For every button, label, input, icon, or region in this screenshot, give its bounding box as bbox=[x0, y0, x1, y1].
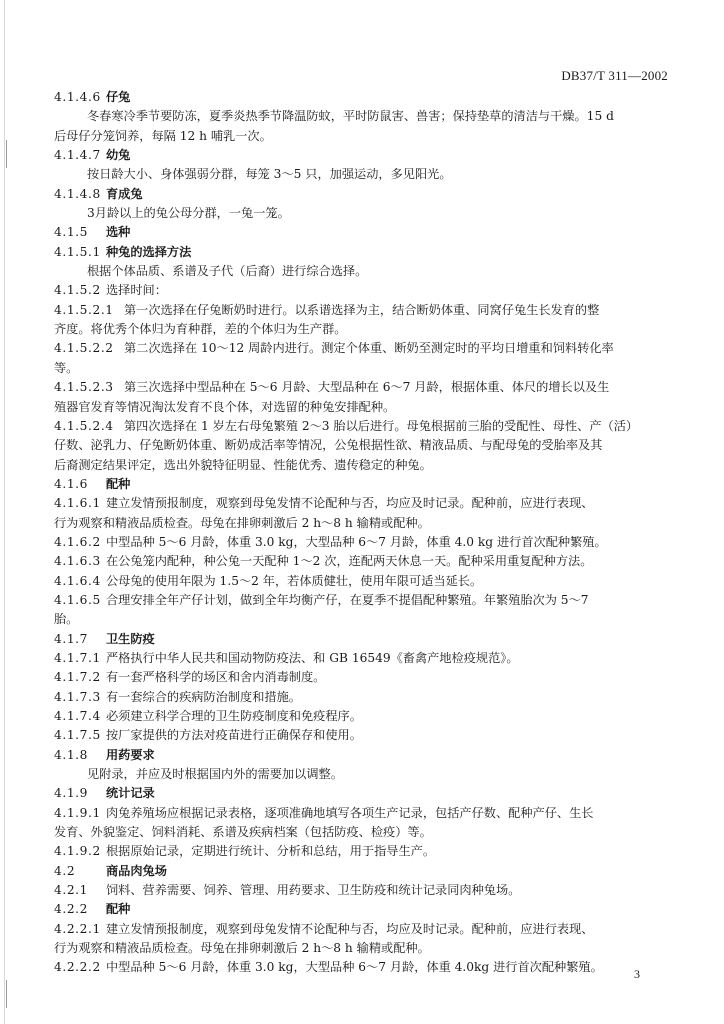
text-line bbox=[54, 127, 669, 146]
clause-number: 4.1.6.3 bbox=[54, 554, 101, 569]
clause-number: 4.1.6.4 bbox=[54, 573, 101, 588]
text-line bbox=[54, 262, 669, 281]
clause-line bbox=[54, 920, 669, 939]
clause-number: 4.1.6 bbox=[54, 476, 89, 491]
clause-number: 4.2 bbox=[54, 863, 76, 878]
clause-number: 4.1.4.7 bbox=[54, 148, 101, 163]
text-line bbox=[54, 320, 669, 339]
clause-number: 4.1.9.2 bbox=[54, 844, 101, 859]
scan-mark bbox=[6, 980, 7, 1008]
clause-line bbox=[54, 475, 669, 494]
clause-line bbox=[54, 572, 669, 591]
clause-number: 4.1.9.1 bbox=[54, 805, 101, 820]
clause-line bbox=[54, 630, 669, 649]
clause-text: 按日龄大小、身体强弱分群，每笼 3～5 只，加强运动，多见阳光。 bbox=[87, 167, 452, 182]
clause-text: 发育、外貌鉴定、饲料消耗、系谱及疾病档案（包括防疫、检疫）等。 bbox=[54, 825, 432, 840]
clause-text: 行为观察和精液品质检查。母兔在排卵刺激后 2 h～8 h 输精或配种。 bbox=[54, 941, 430, 956]
clause-text: 后裔测定结果评定，选出外貌特征明显、性能优秀、遗传稳定的种兔。 bbox=[54, 457, 432, 472]
clause-text: 冬春寒冷季节要防冻，夏季炎热季节降温防蚊，平时防鼠害、兽害；保持垫草的清洁与干燥。15 d bbox=[87, 109, 614, 124]
clause-number: 4.2.1 bbox=[54, 883, 89, 898]
clause-number: 4.1.5.2.4 bbox=[54, 418, 114, 433]
text-line bbox=[54, 165, 669, 184]
clause-number: 4.1.6.5 bbox=[54, 592, 101, 607]
clause-text: 合理安排全年产仔计划，做到全年均衡产仔，在夏季不提倡配种繁殖。年繁殖胎次为 5～7 bbox=[106, 592, 589, 607]
clause-text: 后母仔分笼饲养，每隔 12 h 哺乳一次。 bbox=[54, 128, 272, 143]
clause-number: 4.1.6.2 bbox=[54, 534, 101, 549]
clause-text: 根据原始记录，定期进行统计、分析和总结，用于指导生产。 bbox=[106, 844, 436, 859]
clause-heading: 仔兔 bbox=[106, 90, 131, 104]
clause-line bbox=[54, 88, 669, 107]
clause-heading: 卫生防疫 bbox=[106, 631, 155, 646]
clause-number: 4.1.7.5 bbox=[54, 728, 101, 743]
clause-heading: 用药要求 bbox=[106, 747, 155, 762]
clause-line bbox=[54, 339, 669, 358]
text-line bbox=[54, 436, 669, 455]
clause-text: 公母兔的使用年限为 1.5～2 年，若体质健壮，使用年限可适当延长。 bbox=[106, 573, 483, 588]
clause-number: 4.1.7 bbox=[54, 631, 89, 646]
clause-line bbox=[54, 784, 669, 803]
clause-line bbox=[54, 533, 669, 552]
clause-text: 第四次选择在 1 岁左右母兔繁殖 2～3 胎以后进行。母兔根据前三胎的受配性、母性、产（活） bbox=[124, 418, 639, 433]
clause-heading: 商品肉兔场 bbox=[106, 863, 167, 878]
clause-line bbox=[54, 881, 669, 900]
clause-text: 在公兔笼内配种，种公兔一天配种 1～2 次，连配两天休息一天。配种采用重复配种方法。 bbox=[106, 554, 593, 569]
clause-text: 等。 bbox=[54, 360, 79, 375]
clause-line bbox=[54, 746, 669, 765]
clause-line bbox=[54, 301, 669, 320]
text-line bbox=[54, 765, 669, 784]
text-line bbox=[54, 823, 669, 842]
clause-line bbox=[54, 726, 669, 745]
clause-line bbox=[54, 668, 669, 687]
clause-text: 中型品种 5～6 月龄，体重 3.0 kg，大型品种 6～7 月龄，体重 4.0kg 进行首次配种繁殖。 bbox=[106, 960, 603, 975]
clause-text: 胎。 bbox=[54, 612, 79, 627]
text-line bbox=[54, 610, 669, 629]
clause-number: 4.1.5.2.3 bbox=[54, 380, 114, 395]
page-number: 3 bbox=[634, 967, 640, 981]
clause-number: 4.1.6.1 bbox=[54, 496, 101, 511]
text-line bbox=[54, 398, 669, 417]
clause-text: 按厂家提供的方法对疫苗进行正确保存和使用。 bbox=[106, 728, 362, 743]
text-line bbox=[54, 514, 669, 533]
clause-line bbox=[54, 862, 669, 881]
clause-text: 饲料、营养需要、饲养、管理、用药要求、卫生防疫和统计记录同肉种兔场。 bbox=[106, 883, 521, 898]
clause-text: 齐度。将优秀个体归为育种群，差的个体归为生产群。 bbox=[54, 322, 347, 337]
text-line bbox=[54, 359, 669, 378]
clause-line bbox=[54, 223, 669, 242]
clause-text: 建立发情预报制度，观察到母兔发情不论配种与否，均应及时记录。配种前，应进行表现、 bbox=[106, 921, 594, 936]
body-text bbox=[54, 88, 669, 978]
clause-text: 肉兔养殖场应根据记录表格，逐项准确地填写各项生产记录，包括产仔数、配种产仔、生长 bbox=[106, 805, 594, 820]
clause-text: 根据个体品质、系谱及子代（后裔）进行综合选择。 bbox=[87, 264, 368, 279]
clause-line bbox=[54, 146, 669, 165]
clause-line bbox=[54, 417, 669, 436]
document-code: DB37/T 311—2002 bbox=[561, 68, 668, 83]
clause-line bbox=[54, 185, 669, 204]
clause-text: 3月龄以上的兔公母分群，一兔一笼。 bbox=[87, 206, 290, 221]
clause-text: 第二次选择在 10～12 周龄内进行。测定个体重、断奶至测定时的平均日增重和饲料转化率 bbox=[124, 341, 614, 356]
text-line bbox=[54, 456, 669, 475]
clause-number: 4.1.7.4 bbox=[54, 709, 101, 723]
clause-number: 4.2.2.1 bbox=[54, 921, 101, 936]
clause-number: 4.1.4.8 bbox=[54, 186, 101, 201]
clause-line bbox=[54, 688, 669, 707]
clause-line bbox=[54, 378, 669, 397]
clause-line bbox=[54, 649, 669, 668]
text-line bbox=[54, 204, 669, 223]
clause-number: 4.1.8 bbox=[54, 747, 89, 762]
clause-text: 第一次选择在仔兔断奶时进行。以系谱选择为主，结合断奶体重、同窝仔兔生长发育的整 bbox=[124, 302, 600, 317]
clause-text: 有一套严格科学的场区和舍内消毒制度。 bbox=[106, 670, 326, 685]
clause-number: 4.1.7.2 bbox=[54, 670, 101, 685]
clause-text: 建立发情预报制度，观察到母兔发情不论配种与否，均应及时记录。配种前，应进行表现、 bbox=[106, 496, 594, 511]
clause-number: 4.2.2.2 bbox=[54, 960, 101, 975]
clause-number: 4.1.4.6 bbox=[54, 90, 101, 104]
clause-heading: 幼兔 bbox=[106, 148, 131, 163]
clause-number: 4.1.5.2 bbox=[54, 283, 101, 298]
clause-number: 4.1.7.1 bbox=[54, 650, 101, 665]
clause-line bbox=[54, 591, 669, 610]
clause-text: 第三次选择中型品种在 5～6 月龄、大型品种在 6～7 月龄，根据体重、体尺的增长以及生 bbox=[124, 380, 610, 395]
clause-line bbox=[54, 958, 669, 977]
scan-mark bbox=[6, 140, 7, 168]
clause-number: 4.1.7.3 bbox=[54, 689, 101, 704]
clause-number: 4.1.5.2.1 bbox=[54, 302, 114, 317]
clause-line bbox=[54, 552, 669, 571]
clause-heading: 统计记录 bbox=[106, 786, 155, 801]
clause-heading: 选种 bbox=[106, 225, 131, 240]
text-line bbox=[54, 939, 669, 958]
clause-text: 严格执行中华人民共和国动物防疫法、和 GB 16549《畜禽产地检疫规范》。 bbox=[106, 650, 519, 665]
clause-number: 4.1.5.1 bbox=[54, 244, 101, 259]
clause-heading: 育成兔 bbox=[106, 186, 143, 201]
clause-text: 选择时间： bbox=[106, 283, 167, 298]
clause-line bbox=[54, 707, 669, 726]
clause-number: 4.2.2 bbox=[54, 902, 89, 917]
clause-line bbox=[54, 281, 669, 300]
clause-heading: 配种 bbox=[106, 902, 131, 917]
clause-text: 殖器官发育等情况淘汰发育不良个体，对选留的种兔安排配种。 bbox=[54, 399, 396, 414]
clause-text: 仔数、泌乳力、仔兔断奶体重、断奶成活率等情况，公兔根据性欲、精液品质、与配母兔的受胎率及其 bbox=[54, 438, 603, 453]
clause-line bbox=[54, 842, 669, 861]
clause-line bbox=[54, 900, 669, 919]
clause-text: 见附录，并应及时根据国内外的需要加以调整。 bbox=[87, 767, 343, 782]
clause-text: 有一套综合的疾病防治制度和措施。 bbox=[106, 689, 301, 704]
clause-line bbox=[54, 494, 669, 513]
scan-edge bbox=[4, 0, 5, 1024]
clause-line bbox=[54, 804, 669, 823]
clause-text: 行为观察和精液品质检查。母兔在排卵刺激后 2 h～8 h 输精或配种。 bbox=[54, 515, 430, 530]
clause-number: 4.1.9 bbox=[54, 786, 89, 801]
text-line bbox=[54, 107, 669, 126]
clause-text: 中型品种 5～6 月龄，体重 3.0 kg，大型品种 6～7 月龄，体重 4.0 kg 进行首次配种繁殖。 bbox=[106, 534, 607, 549]
clause-line bbox=[54, 243, 669, 262]
clause-number: 4.1.5 bbox=[54, 225, 89, 240]
clause-heading: 种兔的选择方法 bbox=[106, 244, 192, 259]
clause-number: 4.1.5.2.2 bbox=[54, 341, 114, 356]
clause-heading: 配种 bbox=[106, 476, 131, 491]
clause-text: 必须建立科学合理的卫生防疫制度和免疫程序。 bbox=[106, 709, 362, 723]
